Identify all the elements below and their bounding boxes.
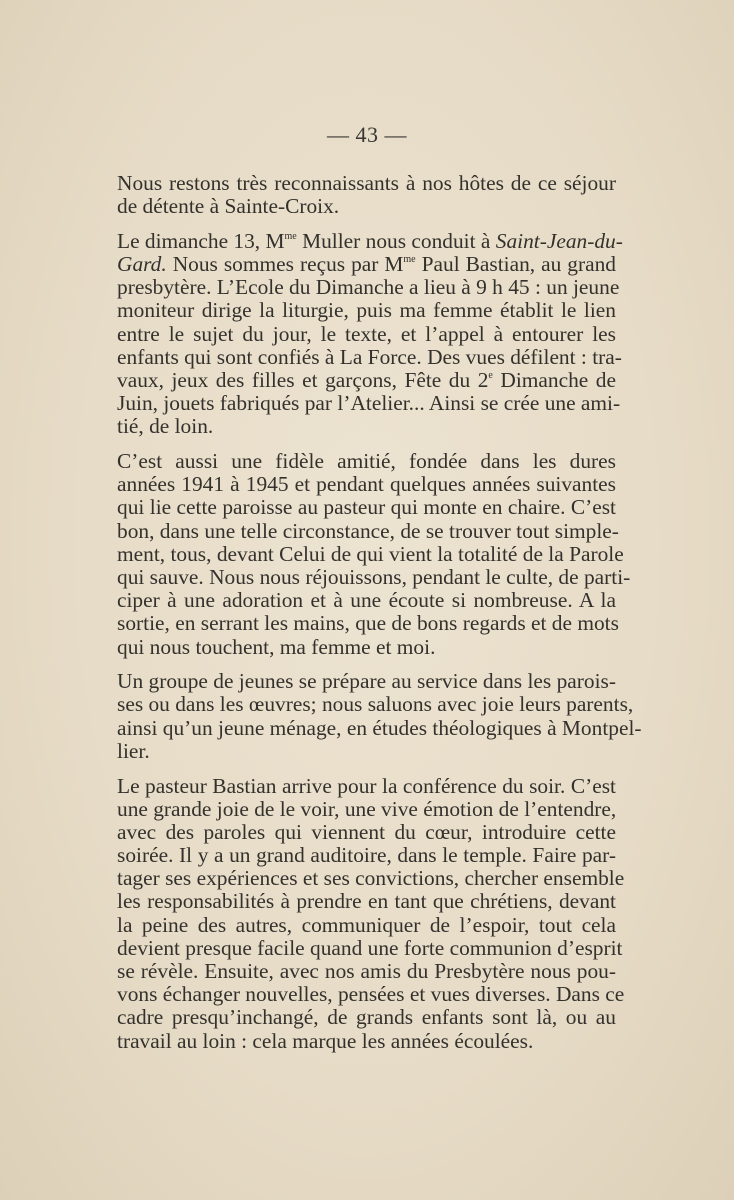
text-line: ment, tous, devant Celui de qui vient la totalité de la Parole (117, 541, 624, 566)
text-line: soirée. Il y a un grand auditoire, dans le temple. Faire par- (117, 843, 616, 868)
text-line: Gard. Nous sommes reçus par $M^{me}$ Paul Bastian, au grand (117, 252, 617, 277)
text-line: Un groupe de jeunes se prépare au service dans les parois- (117, 669, 616, 694)
text-line: tager ses expériences et ses convictions, chercher ensemble (117, 866, 625, 891)
text-line: années 1941 à 1945 et pendant quelques années suivantes (117, 472, 616, 497)
text-line: la peine des autres, communiquer de l’espoir, tout cela (117, 912, 616, 937)
text-line: une grande joie de le voir, une vive émotion de l’entendre, (117, 796, 617, 821)
text-line: ses ou dans les œuvres; nous saluons avec joie leurs parents, (117, 692, 634, 717)
text-line: de détente à Sainte-Croix. (117, 194, 340, 219)
text-line: devient presque facile quand une forte communion d’esprit (117, 935, 623, 960)
text-line: C’est aussi une fidèle amitié, fondée dans les dures (117, 449, 616, 474)
text-line: lier. (117, 738, 150, 763)
text-line: les responsabilités à prendre en tant que chrétiens, devant (117, 889, 616, 914)
text-line: sortie, en serrant les mains, que de bons regards et de mots (117, 611, 619, 636)
text-line: bon, dans une telle circonstance, de se trouver tout simple- (117, 518, 619, 543)
text-line: travail au loin : cela marque les années écoulées. (117, 1028, 534, 1053)
paragraph (117, 773, 625, 1053)
text-line: Le pasteur Bastian arrive pour la conférence du soir. C’est (117, 773, 616, 798)
paragraph (117, 228, 623, 439)
paragraph (117, 669, 642, 763)
text-line: cadre presqu’inchangé, de grands enfants sont là, ou au (117, 1005, 616, 1030)
text-line: Le dimanche 13, $M^{me}$ Muller nous conduit à Saint-Jean-du- (117, 228, 623, 253)
text-line: qui nous touchent, ma femme et moi. (117, 634, 436, 659)
text-line: ainsi qu’un jeune ménage, en études théologiques à Montpel- (117, 715, 642, 740)
text-line: presbytère. L’Ecole du Dimanche a lieu à 9 h 45 : un jeune (117, 275, 620, 300)
text-line: se révèle. Ensuite, avec nos amis du Presbytère nous pou- (117, 959, 616, 983)
page-number: — 43 — (327, 122, 407, 147)
text-line: moniteur dirige la liturgie, puis ma femme établit le lien (117, 298, 616, 323)
paragraph (117, 172, 616, 218)
text-line: vons échanger nouvelles, pensées et vues diverses. Dans ce (117, 982, 625, 1007)
text-line: qui lie cette paroisse au pasteur qui monte en chaire. C’est (117, 495, 616, 520)
body-text (117, 171, 642, 1064)
text-line: avec des paroles qui viennent du cœur, introduire cette (117, 819, 616, 844)
text-line: entre le sujet du jour, le texte, et l’appel à entourer les (117, 321, 616, 346)
paragraph (117, 449, 631, 659)
text-line: vaux, jeux des filles et garçons, Fête du 2e Dimanche de (117, 368, 616, 392)
text-line: ciper à une adoration et à une écoute si nombreuse. A la (117, 588, 616, 613)
text-line: tié, de loin. (117, 414, 214, 439)
text-line: Juin, jouets fabriqués par l’Atelier... Ainsi se crée une ami- (117, 391, 621, 416)
text-line: Nous restons très reconnaissants à nos hôtes de ce séjour (117, 171, 616, 195)
text-line: qui sauve. Nous nous réjouissons, pendant le culte, de parti- (117, 565, 631, 589)
text-line: enfants qui sont confiés à La Force. Des vues défilent : tra- (117, 344, 622, 369)
